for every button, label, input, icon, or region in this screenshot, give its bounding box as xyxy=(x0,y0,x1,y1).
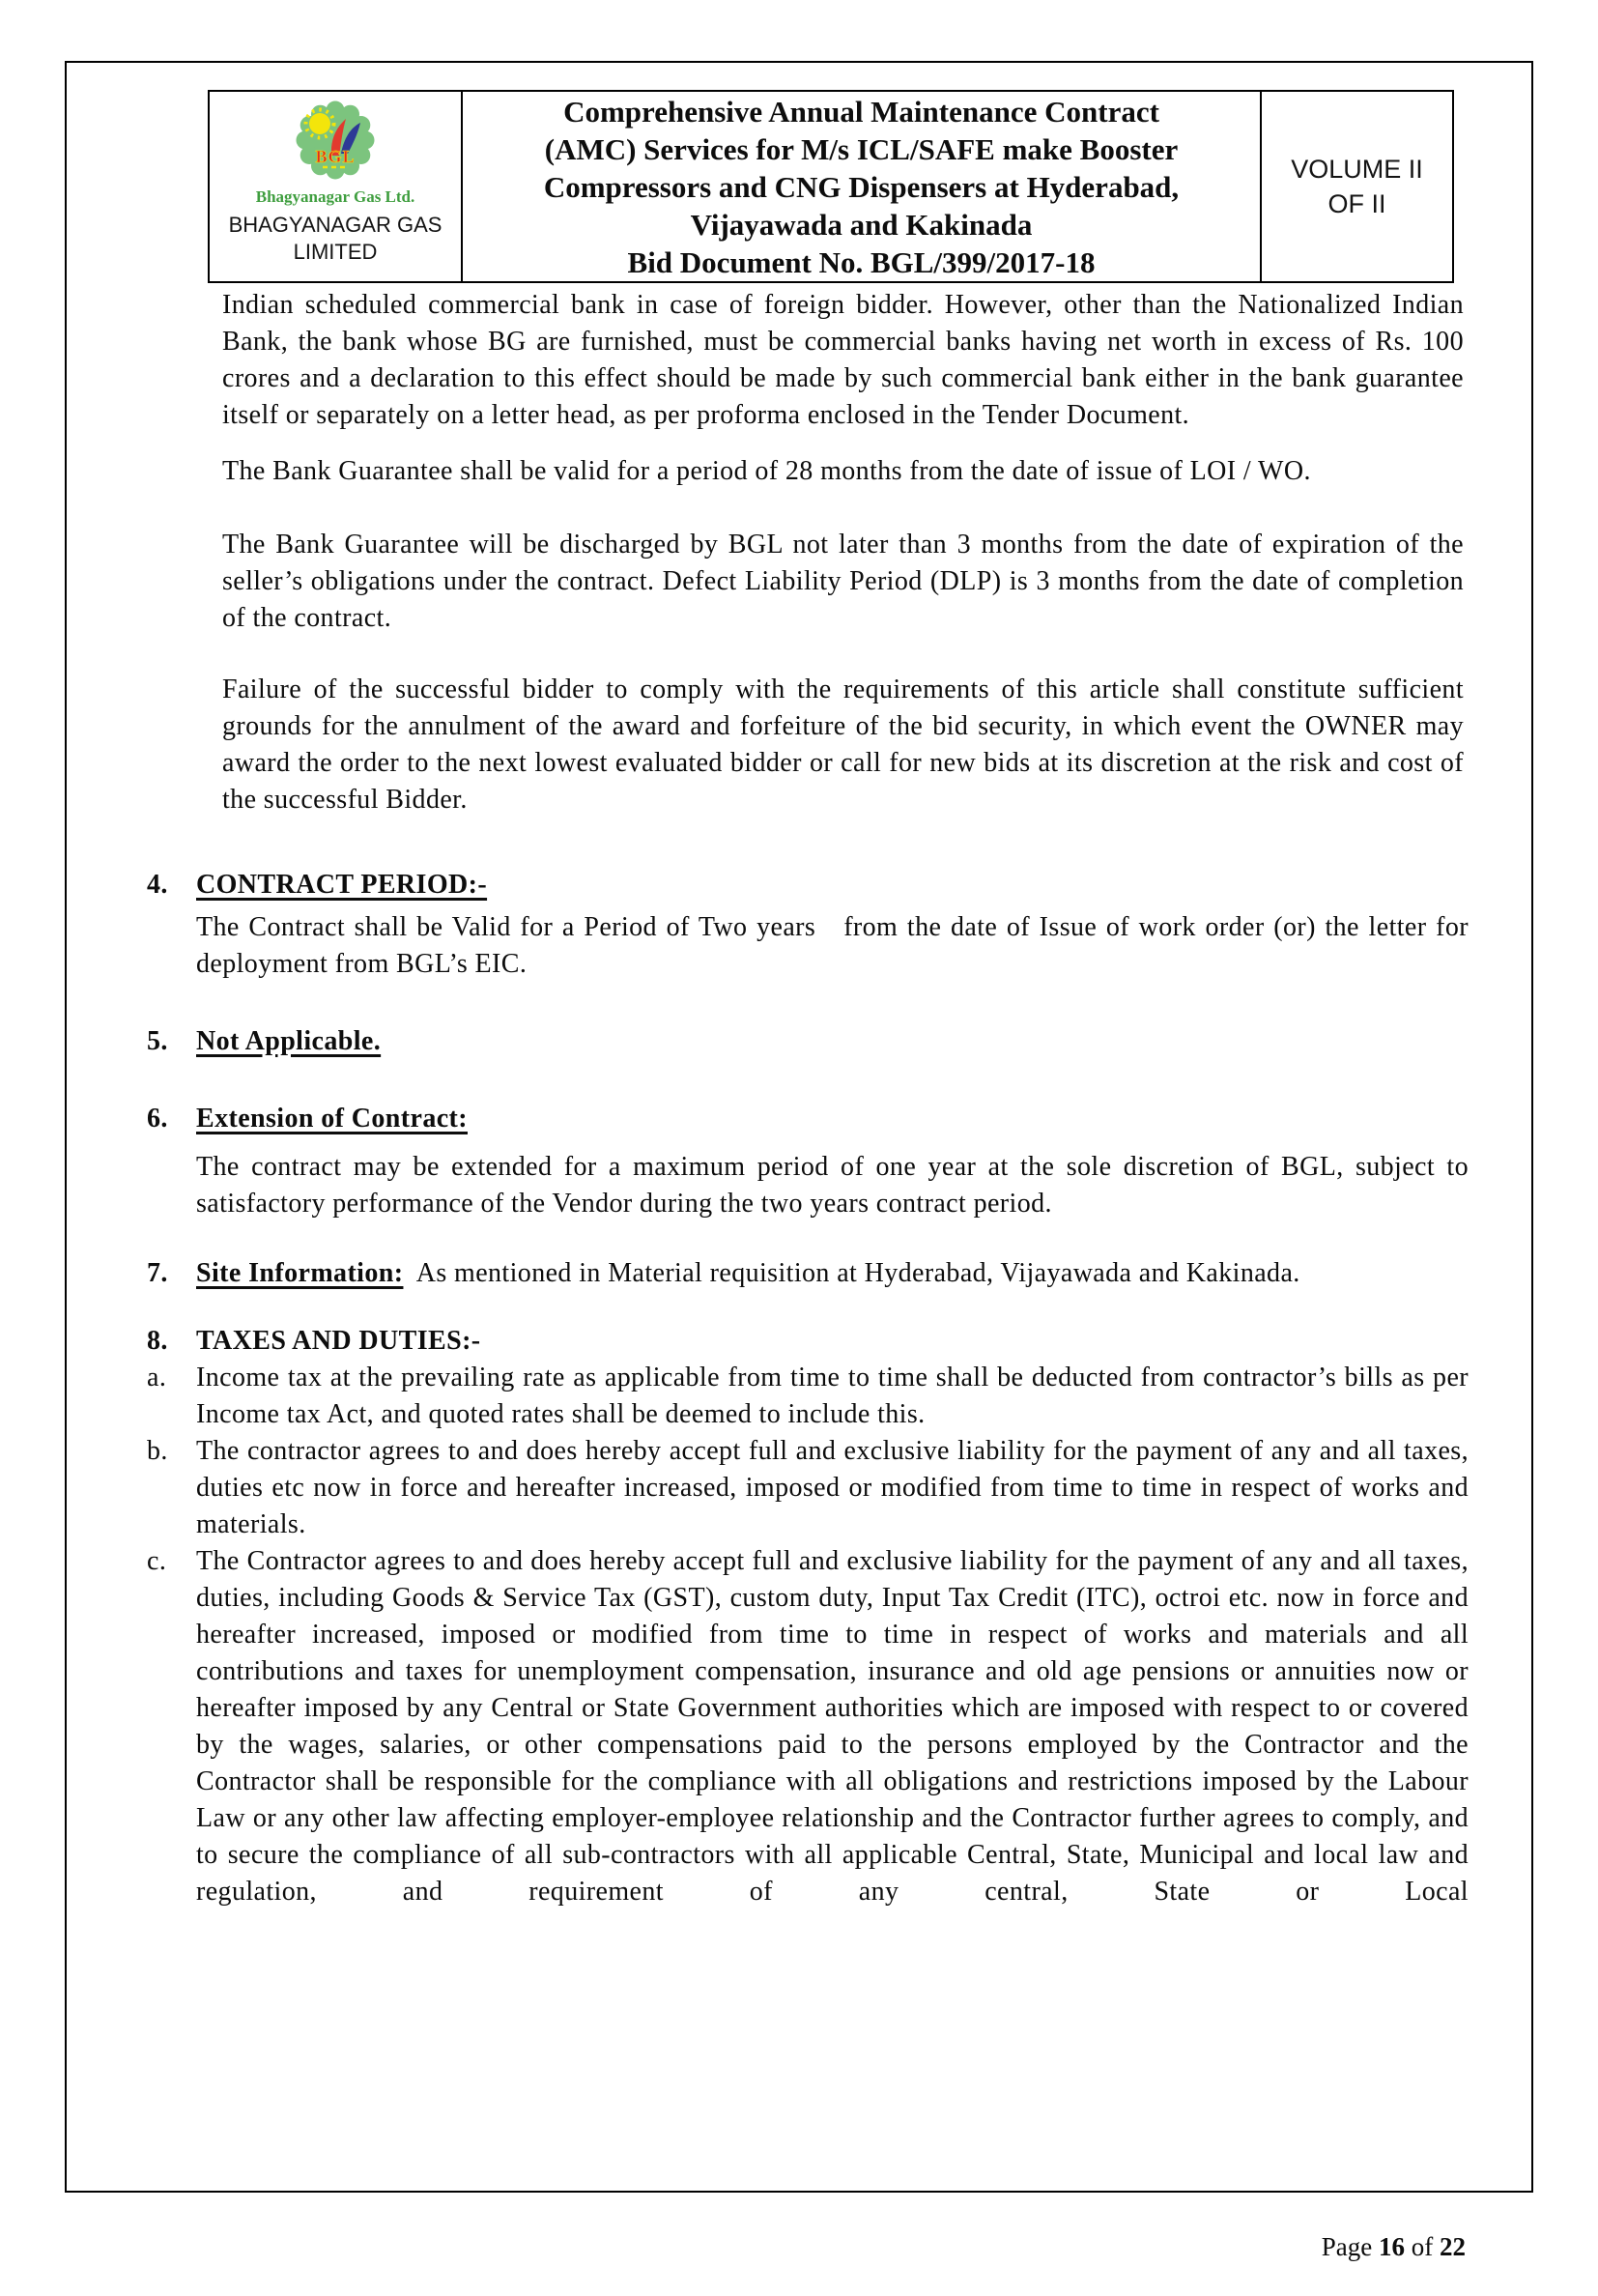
section-heading: TAXES AND DUTIES:- xyxy=(196,1326,481,1356)
section-taxes-and-duties xyxy=(67,1323,1469,1360)
list-item-text: The Contractor agrees to and does hereby accept full and exclusive liability for the payment of any and all taxes, duties, including Goods & Service Tax (GST), custom duty, Input Tax Credit (ITC), octroi etc. now in force and hereafter increased, imposed or modified from time to time in respect of works and materials and all contributions and taxes for unemployment compensation, insurance and old age pensions or annuities now or hereafter imposed by any Central or State Government authorities which are imposed with respect to or covered by the wages, salaries, or other compensations paid to the persons employed by the Contractor and the Contractor shall be responsible for the compliance with all obligations and restrictions imposed by the Labour Law or any other law affecting employer-employee relationship and the Contractor further agrees to comply, and to secure the compliance of all sub-contractors with all applicable Central, State, Municipal and local law and regulation, and requirement of any central, State or Local xyxy=(196,1546,1469,1907)
header-volume-cell xyxy=(1261,91,1453,282)
volume-line-2: OF II xyxy=(1327,189,1386,218)
list-marker: a. xyxy=(147,1363,167,1392)
list-item-a xyxy=(67,1360,1469,1433)
section-inline-text: As mentioned in Material requisition at Hyderabad, Vijayawada and Kakinada. xyxy=(403,1258,1300,1288)
section-body: The Contract shall be Valid for a Period of Two years from the date of Issue of work order (or) the letter for deployment from BGL’s EIC. xyxy=(196,912,1476,979)
logo-divider-line xyxy=(411,95,413,195)
section-site-information xyxy=(67,1255,1469,1292)
section-heading: CONTRACT PERIOD:- xyxy=(196,870,488,900)
list-item-b xyxy=(67,1433,1469,1543)
list-item-c xyxy=(67,1543,1469,1910)
section-not-applicable xyxy=(67,1023,1469,1060)
section-heading: Extension of Contract: xyxy=(196,1104,468,1134)
bgl-logo-icon xyxy=(277,98,393,190)
list-item-text: Income tax at the prevailing rate as applicable from time to time shall be deducted from contractor’s bills as per Income tax Act, and quoted rates shall be deemed to include this. xyxy=(196,1363,1469,1429)
section-body: The contract may be extended for a maximum period of one year at the sole discretion of BGL, subject to satisfactory performance of the Vendor during the two years contract period. xyxy=(196,1152,1469,1219)
section-heading: Not Applicable. xyxy=(196,1026,382,1056)
header-title-cell xyxy=(462,91,1261,282)
page-number: 16 xyxy=(1379,2232,1405,2261)
list-marker: c. xyxy=(147,1546,167,1576)
page-footer xyxy=(1296,2197,1466,2296)
volume-line-1: VOLUME II xyxy=(1291,155,1423,184)
company-name: BHAGYANAGAR GAS LIMITED xyxy=(228,213,442,264)
section-number: 7. xyxy=(147,1258,168,1288)
list-item-text: The contractor agrees to and does hereby accept full and exclusive liability for the payment of any and all taxes, duties etc now in force and hereafter increased, imposed or modified from time to time in respect of works and materials. xyxy=(196,1436,1469,1539)
section-extension-of-contract xyxy=(67,1101,1469,1222)
total-pages: 22 xyxy=(1440,2232,1466,2261)
paragraph-bg-discharge: The Bank Guarantee will be discharged by BGL not later than 3 months from the date of expiration of the seller’s obligations under the contract. Defect Liability Period (DLP) is 3 months from the date of completion of the contract. xyxy=(222,530,1464,633)
section-number: 6. xyxy=(147,1104,168,1134)
page-border xyxy=(65,61,1533,2193)
section-number: 8. xyxy=(147,1326,168,1356)
paragraph-bidder-failure: Failure of the successful bidder to comply with the requirements of this article shall constitute sufficient grounds for the annulment of the award and forfeiture of the bid security, in which event the OWNER may award the order to the next lowest evaluated bidder or call for new bids at its discretion at the risk and cost of the successful Bidder. xyxy=(222,674,1464,815)
of-label: of xyxy=(1405,2232,1440,2261)
paragraph-bank-guarantee-banks: Indian scheduled commercial bank in case of foreign bidder. However, other than the Nationalized Indian Bank, the bank whose BG are furnished, must be commercial banks having net worth in excess of Rs. 100 crores and a declaration to this effect should be made by such commercial bank either in the bank guarantee itself or separately on a letter head, as per proforma enclosed in the Tender Document. xyxy=(222,290,1464,430)
document-title: Comprehensive Annual Maintenance Contract (AMC) Services for M/s ICL/SAFE make Booster Compressors and CNG Dispensers at Hyderabad, Vijayawada and Kakinada xyxy=(543,94,1180,242)
logo-script-name: Bhagyanagar Gas Ltd. xyxy=(255,187,415,206)
section-number: 4. xyxy=(147,870,168,900)
header-logo-cell xyxy=(209,91,462,282)
logo-acronym-text: BGL xyxy=(315,147,356,166)
sun-icon xyxy=(309,113,330,134)
bid-document-number: Bid Document No. BGL/399/2017-18 xyxy=(627,244,1096,279)
list-marker: b. xyxy=(147,1436,168,1466)
section-contract-period xyxy=(67,867,1476,983)
section-heading: Site Information: xyxy=(196,1258,404,1288)
header-table xyxy=(208,90,1454,283)
paragraph-bg-validity: The Bank Guarantee shall be valid for a period of 28 months from the date of issue of LOI / WO. xyxy=(222,456,1311,486)
page-label: Page xyxy=(1321,2232,1379,2261)
section-number: 5. xyxy=(147,1026,168,1056)
